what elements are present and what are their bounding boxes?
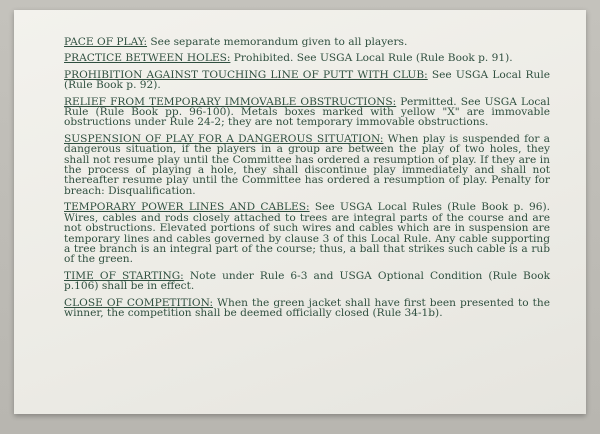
rule-heading: PROHIBITION AGAINST TOUCHING LINE OF PUTT WITH CLUB:: [64, 68, 428, 81]
rule-close-of-competition: [64, 298, 550, 319]
rule-text: When play is suspended for a dangerous situation, if the players in a group are between the play of two holes, they shall not resume play until the Committee has ordered a resumption of play. If they are in the process of playing a hole, they shall discontinue play immediately and shall not thereafter resume play until the Committee has ordered a resumption of play. Penalty for breach: Disqualification.: [64, 132, 550, 197]
rule-heading: TEMPORARY POWER LINES AND CABLES:: [64, 201, 310, 214]
rules-card: [14, 10, 586, 414]
rule-time-of-starting: [64, 271, 550, 292]
rule-heading: TIME OF STARTING:: [64, 269, 184, 282]
rule-text: See USGA Local Rules (Rule Book p. 96). Wires, cables and rods closely attached to trees are integral parts of the course and are not obstructions. Elevated portions of such wires and cables which are in suspension are temporary lines and cables governed by clause 3 of this Local Rule. Any cable supporting a tree branch is an integral part of the course; thus, a ball that strikes such cable is a rub of the green.: [64, 201, 550, 266]
rules-list: [64, 37, 550, 324]
rule-text: Prohibited. See USGA Local Rule (Rule Book p. 91).: [230, 52, 513, 65]
rule-heading: CLOSE OF COMPETITION:: [64, 296, 214, 309]
rule-temporary-immovable-obstructions: [64, 97, 550, 128]
rule-touching-line-of-putt: [64, 70, 550, 91]
rule-heading: RELIEF FROM TEMPORARY IMMOVABLE OBSTRUCTIONS:: [64, 95, 397, 108]
rule-heading: PACE OF PLAY:: [64, 36, 148, 48]
rule-text: Note under Rule 6-3 and USGA Optional Condition (Rule Book p.106) shall be in effect.: [64, 269, 551, 293]
rule-suspension-of-play: [64, 134, 550, 196]
rule-practice-between-holes: [64, 53, 550, 63]
rule-heading: SUSPENSION OF PLAY FOR A DANGEROUS SITUATION:: [64, 132, 384, 145]
rule-text: See separate memorandum given to all players.: [147, 36, 408, 48]
rule-text: See USGA Local Rule (Rule Book p. 92).: [64, 68, 550, 92]
rule-text: When the green jacket shall have first been presented to the winner, the competition shall be deemed officially closed (Rule 34-1b).: [64, 296, 550, 319]
rule-temporary-power-lines: [64, 202, 550, 264]
rule-pace-of-play: [64, 37, 550, 47]
rule-heading: PRACTICE BETWEEN HOLES:: [64, 52, 231, 65]
rule-text: Permitted. See USGA Local Rule (Rule Book pp. 96-100). Metals boxes marked with yellow "X" are immovable obstructions under Rule 24-2; they are not temporary immovable obstructions.: [64, 95, 551, 129]
